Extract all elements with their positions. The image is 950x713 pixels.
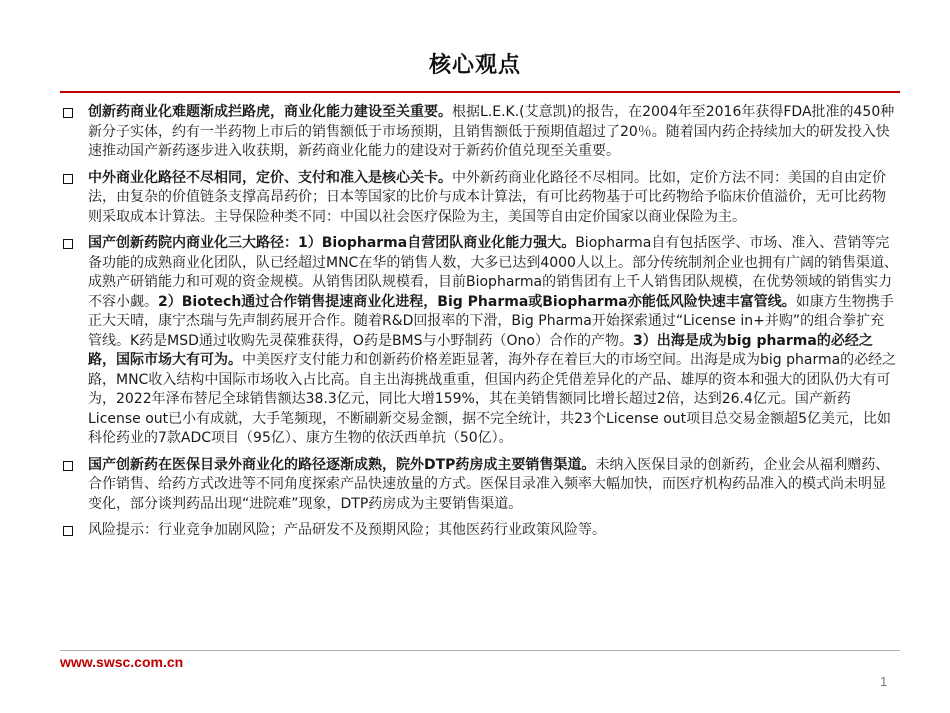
risk-warning-text: 风险提示：行业竞争加剧风险；产品研发不及预期风险；其他医药行业政策风险等。 xyxy=(88,522,606,538)
square-bullet-icon xyxy=(63,174,73,184)
bullet-heading: 国产创新药院内商业化三大路径：1）Biopharma自营团队商业化能力强大。 xyxy=(88,235,576,251)
bullet-subheading: 3）出海是成为big pharma的必经之路，国际市场大有可为。 xyxy=(88,332,873,368)
bullet-text: 中外新药商业化路径不尽相同。比如，定价方法不同：美国的自由定价法，由复杂的价值链条支撑高昂药价；日本等国家的比价与成本计算法，有可比药物基于可比药物给予临床价值溢价，无可比药物则采取成本计算法。主导保险种类不同：中国以社会医疗保险为主，美国等自由定价国家以商业保险为主。 xyxy=(88,169,886,225)
bullet-item-3 xyxy=(62,234,898,449)
bullet-item-5 xyxy=(62,521,898,541)
bullet-heading: 国产创新药在医保目录外商业化的路径逐渐成熟，院外DTP药房成主要销售渠道。 xyxy=(88,456,596,473)
bullet-heading: 中外商业化路径不尽相同，定价、支付和准入是核心关卡。 xyxy=(88,169,452,186)
square-bullet-icon xyxy=(63,108,73,118)
page-number: 1 xyxy=(880,674,888,689)
bullet-text: 根据L.E.K.(艾意凯)的报告，在2004年至2016年获得FDA批准的450种新分子实体，约有一半药物上市后的销售额低于市场预期，且销售额低于预期值超过了20％。随着国内药企持续加大的研发投入快速推动国产新药逐步进入收获期，新药商业化能力的建设对于新药价值兑现至关重要。 xyxy=(88,104,895,159)
bullet-heading: 创新药商业化难题渐成拦路虎，商业化能力建设至关重要。 xyxy=(88,104,452,120)
bullet-subheading: 2）Biotech通过合作销售提速商业化进程，Big Pharma或Biopharma亦能低风险快速丰富管线。 xyxy=(158,293,796,310)
bullet-item-4 xyxy=(62,456,898,515)
square-bullet-icon xyxy=(63,461,73,471)
bullet-text: Biopharma自有包括医学、市场、准入、营销等完备功能的成熟商业化团队，队已经超过MNC在华的销售人数，大多已达到4000人以上。部分传统制剂企业也拥有广阔的销售渠道、成熟产研销能力和可观的资金规模。从销售团队规模看，目前Biopharma的销售团有上千人销售团队规模，在优势领域的销售实力不容小觑。 xyxy=(88,235,898,310)
key-points-list xyxy=(62,103,898,548)
square-bullet-icon xyxy=(63,526,73,536)
square-bullet-icon xyxy=(63,239,73,249)
footer-website-link[interactable]: www.swsc.com.cn xyxy=(60,654,184,670)
bullet-item-1 xyxy=(62,103,898,162)
title-divider xyxy=(60,91,900,93)
bullet-item-2 xyxy=(62,169,898,228)
bullet-text: 中美医疗支付能力和创新药价格差距显著，海外存在着巨大的市场空间。出海是成为big pharma的必经之路，MNC收入结构中国际市场收入占比高。自主出海挑战重重，但国内药企凭借差异化的产品、雄厚的资本和强大的团队仍大有可为，2022年泽布替尼全球销售额达38.3亿元，同比大增159%，其在美销售额同比增长超过2倍，达到26.4亿元。国产新药License out已小有成就，大手笔频现，不断刷新交易金额，据不完全统计，共23个License out项目总交易金额超5亿美元，比如科伦药业的7款ADC项目（95亿）、康方生物的依沃西单抗（50亿）。 xyxy=(88,352,897,446)
bullet-text: 未纳入医保目录的创新药，企业会从福利赠药、合作销售、给药方式改进等不同角度探索产品快速放量的方式。医保目录准入频率大幅加快，而医疗机构药品准入的模式尚未明显变化，部分谈判药品出现“进院难”现象，DTP药房成为主要销售渠道。 xyxy=(88,456,890,512)
footer-divider xyxy=(60,650,900,651)
page-title: 核心观点 xyxy=(428,53,521,78)
bullet-text: 如康方生物携手正大天晴，康宁杰瑞与先声制药展开合作。随着R&D回报率的下滑，Big Pharma开始探索通过“License in+并购”的组合拳扩充管线。K药是MSD通过收购先灵葆雅获得，O药是BMS与小野制药（Ono）合作的产物。 xyxy=(88,293,894,349)
